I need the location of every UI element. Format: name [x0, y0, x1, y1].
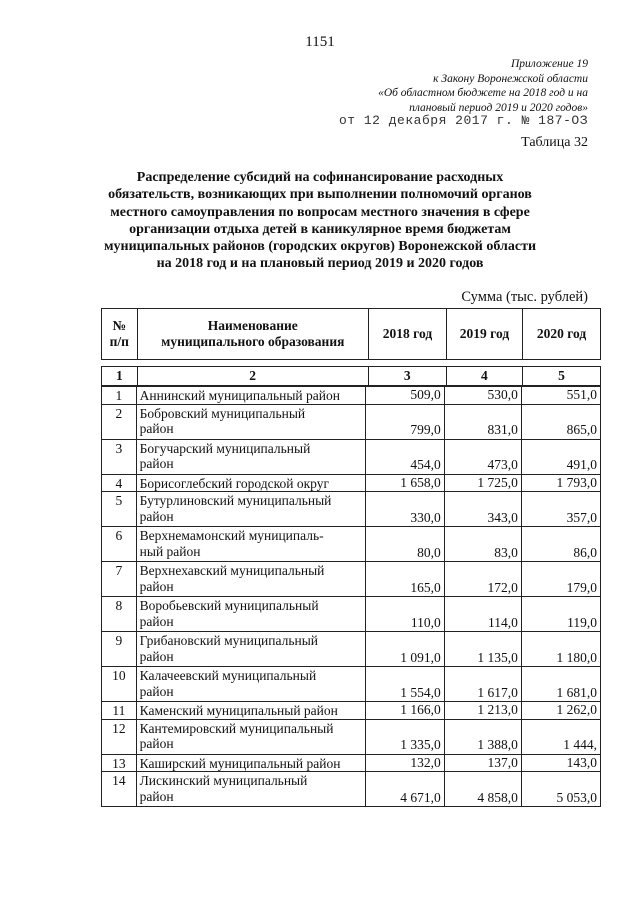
header-2020: 2020 год [522, 309, 600, 360]
municipality-name [136, 754, 365, 772]
value-2020: 5 053,0 [521, 772, 600, 807]
header-num-line2: п/п [109, 334, 129, 349]
municipality-name-line1: Бутурлиновский муниципальный [139, 493, 332, 508]
municipality-name [136, 702, 365, 720]
table-row [102, 439, 601, 474]
municipality-name-line1: Воробьевский муниципальный [139, 598, 319, 613]
value-2020: 491,0 [521, 439, 600, 474]
value-2019: 4 858,0 [444, 772, 521, 807]
value-2018: 1 091,0 [365, 632, 444, 667]
row-number: 14 [102, 772, 137, 807]
value-2020: 143,0 [521, 754, 600, 772]
value-2019: 1 617,0 [444, 667, 521, 702]
municipality-name [136, 632, 365, 667]
header-name [137, 309, 368, 360]
unit-label: Сумма (тыс. рублей) [461, 289, 588, 305]
title-line: муниципальных районов (городских округов) Воронежской области [103, 239, 537, 255]
column-index: 1 [102, 367, 138, 386]
row-number: 11 [102, 702, 137, 720]
municipality-name [136, 387, 365, 405]
municipality-name [136, 474, 365, 492]
row-number: 6 [102, 527, 137, 562]
value-2019: 831,0 [444, 404, 521, 439]
column-index-row [101, 366, 601, 386]
value-2018: 1 335,0 [365, 719, 444, 754]
row-number: 1 [102, 387, 137, 405]
column-index: 5 [522, 367, 600, 386]
value-2018: 1 554,0 [365, 667, 444, 702]
appendix-block [378, 57, 588, 115]
table-row [102, 492, 601, 527]
value-2020: 865,0 [521, 404, 600, 439]
title-line: местного самоуправления по вопросам местного значения в сфере [110, 204, 530, 220]
appendix-line: Приложение 19 [510, 58, 588, 70]
municipality-name-line1: Аннинский муниципальный район [139, 388, 340, 403]
municipality-name-line2: район [139, 613, 174, 629]
value-2019: 1 135,0 [444, 632, 521, 667]
value-2018: 132,0 [365, 754, 444, 772]
value-2018: 1 166,0 [365, 702, 444, 720]
municipality-name-line1: Верхнехавский муниципальный [139, 563, 325, 578]
municipality-name [136, 492, 365, 527]
title-line: организации отдыха детей в каникулярное время бюджетам [129, 221, 511, 237]
table-row [102, 667, 601, 702]
row-number: 5 [102, 492, 137, 527]
value-2018: 80,0 [365, 527, 444, 562]
municipality-name-line1: Каменский муниципальный район [139, 703, 338, 718]
value-2020: 1 180,0 [521, 632, 600, 667]
value-2020: 1 262,0 [521, 702, 600, 720]
header-name-line1: Наименование [207, 318, 298, 333]
title-line: на 2018 год и на плановый период 2019 и 2020 годов [156, 256, 484, 272]
municipality-name-line2: район [139, 421, 174, 436]
municipality-name [136, 667, 365, 702]
row-number: 9 [102, 632, 137, 667]
row-number: 10 [102, 667, 137, 702]
value-2019: 114,0 [444, 597, 521, 632]
value-2018: 1 658,0 [365, 474, 444, 492]
municipality-name-line1: Богучарский муниципальный [139, 440, 311, 456]
value-2019: 137,0 [444, 754, 521, 772]
header-name-line2: муниципального образования [161, 334, 345, 349]
municipality-name-line1: Борисоглебский городской округ [139, 475, 330, 491]
value-2020: 179,0 [521, 562, 600, 597]
law-reference-stamp: от 12 декабря 2017 г. № 187-ОЗ [338, 113, 588, 128]
table-row [102, 702, 601, 720]
appendix-line: «Об областном бюджете на 2018 год и на [378, 87, 588, 99]
value-2019: 1 213,0 [444, 702, 521, 720]
table-row [102, 632, 601, 667]
value-2019: 172,0 [444, 562, 521, 597]
table-row [102, 387, 601, 405]
value-2020: 1 444, [521, 719, 600, 754]
row-number: 8 [102, 597, 137, 632]
appendix-line: плановый период 2019 и 2020 годов» [409, 101, 588, 114]
value-2019: 1 388,0 [444, 719, 521, 754]
municipality-name [136, 719, 365, 754]
table-row [102, 719, 601, 754]
municipality-name-line2: ный район [139, 543, 201, 559]
row-number: 13 [102, 754, 137, 772]
municipality-name [136, 439, 365, 474]
table-body [102, 387, 601, 807]
municipality-name-line1: Грибановский муниципальный [139, 633, 319, 648]
table-row [102, 754, 601, 772]
municipality-name [136, 562, 365, 597]
municipality-name-line2: район [139, 456, 174, 471]
value-2020: 119,0 [521, 597, 600, 632]
table-row [102, 597, 601, 632]
municipality-name-line2: район [139, 648, 174, 664]
row-number: 12 [102, 719, 137, 754]
value-2018: 110,0 [365, 597, 444, 632]
value-2018: 509,0 [365, 387, 444, 405]
value-2018: 165,0 [365, 562, 444, 597]
row-number: 2 [102, 404, 137, 439]
header-2019: 2019 год [446, 309, 522, 360]
appendix-line: к Закону Воронежской области [433, 72, 588, 85]
value-2019: 83,0 [444, 527, 521, 562]
table-header [101, 308, 601, 360]
column-index: 3 [368, 367, 446, 386]
column-index: 2 [137, 367, 368, 386]
column-index: 4 [446, 367, 522, 386]
municipality-name-line1: Каширский муниципальный район [139, 755, 341, 771]
municipality-name-line2: район [139, 788, 174, 804]
municipality-name-line1: Бобровский муниципальный [139, 405, 306, 421]
header-num [102, 309, 138, 360]
value-2018: 799,0 [365, 404, 444, 439]
title-line: Распределение субсидий на софинансирование расходных [136, 170, 504, 185]
table-row [102, 474, 601, 492]
subsidy-table [101, 386, 601, 807]
table-row [102, 527, 601, 562]
row-number: 3 [102, 439, 137, 474]
table-row [102, 772, 601, 807]
table-row [102, 404, 601, 439]
municipality-name-line1: Калачеевский муниципальный [139, 668, 317, 683]
title-line: обязательств, возникающих при выполнении полномочий органов [108, 187, 532, 203]
municipality-name [136, 772, 365, 807]
header-2018: 2018 год [368, 309, 446, 360]
value-2020: 1 793,0 [521, 474, 600, 492]
municipality-name-line2: район [139, 736, 174, 751]
table-label: Таблица 32 [521, 135, 588, 150]
header-num-line1: № [112, 318, 127, 333]
municipality-name-line1: Кантемировский муниципальный [139, 720, 334, 736]
value-2020: 1 681,0 [521, 667, 600, 702]
value-2018: 4 671,0 [365, 772, 444, 807]
value-2020: 551,0 [521, 387, 600, 405]
municipality-name-line1: Лискинский муниципальный [139, 773, 308, 788]
municipality-name [136, 597, 365, 632]
row-number: 7 [102, 562, 137, 597]
page-number: 1151 [305, 34, 335, 50]
municipality-name-line2: район [139, 508, 174, 524]
municipality-name [136, 404, 365, 439]
value-2018: 454,0 [365, 439, 444, 474]
value-2020: 86,0 [521, 527, 600, 562]
value-2019: 343,0 [444, 492, 521, 527]
value-2018: 330,0 [365, 492, 444, 527]
row-number: 4 [102, 474, 137, 492]
municipality-name-line2: район [139, 683, 174, 699]
municipality-name-line1: Верхнемамонский муниципаль- [139, 528, 324, 543]
value-2019: 1 725,0 [444, 474, 521, 492]
value-2019: 530,0 [444, 387, 521, 405]
table-row [102, 562, 601, 597]
municipality-name [136, 527, 365, 562]
municipality-name-line2: район [139, 578, 174, 594]
value-2019: 473,0 [444, 439, 521, 474]
value-2020: 357,0 [521, 492, 600, 527]
document-title [90, 169, 550, 273]
